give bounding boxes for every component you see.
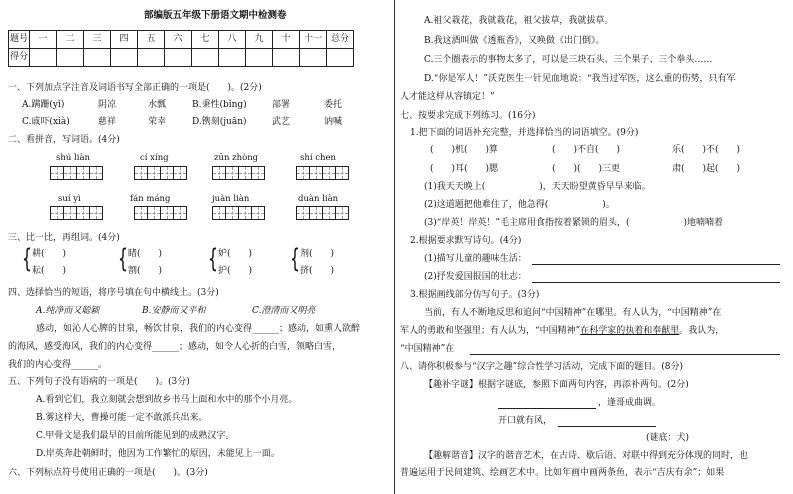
- underlined-phrase: 在科学家的执着和奉献里: [580, 326, 680, 336]
- q8-text: 普遍运用于民间建筑、绘画艺术中。比如年画中画两条鱼，表示“吉庆有余”；如果: [400, 468, 725, 478]
- score-table: [8, 30, 354, 67]
- q5-option: D.岸英奔赴朝鲜时，他因为工作繁忙的原因，未能见上一面。: [36, 449, 280, 459]
- q1-option-d: D.镌刻(juān): [192, 117, 247, 127]
- answer-line[interactable]: [532, 282, 780, 283]
- score-input-cell[interactable]: [111, 49, 138, 67]
- q7-sub1: 1.把下面的词语补充完整，并选择恰当的词语填空。(9分): [410, 128, 639, 138]
- fill-sentence: (1)我天天晚上( )，天天盼望黄昏早早来临。: [424, 182, 651, 192]
- score-table-header: [9, 31, 354, 49]
- idiom-blank[interactable]: ( )耳( )腮: [430, 164, 499, 174]
- writing-grid[interactable]: [296, 166, 348, 180]
- score-header-cell: 八: [219, 31, 246, 49]
- q4-option-b: B.安静而又平和: [142, 306, 206, 316]
- fill-sentence: (2)这道题把他难住了，他急得( )。: [424, 200, 615, 210]
- q4-option-c: C.澄清而又明亮: [252, 306, 316, 316]
- idiom-blank[interactable]: ( )不自( ): [552, 145, 621, 155]
- score-header-cell: 题号: [9, 31, 30, 49]
- writing-grid[interactable]: [50, 206, 102, 220]
- pinyin-label: shí chen: [300, 153, 336, 163]
- score-input-cell[interactable]: [300, 49, 327, 67]
- compare-char: 妒( ): [218, 249, 253, 259]
- score-header-cell: 二: [57, 31, 84, 49]
- q6-option: B.我这酒叫做《透瓶香》，又唤做《出门倒》。: [424, 36, 605, 46]
- fill-sentence: (3)“岸英！岸英！”毛主席用食指按着紧锁的眉头，( )地喃喃着: [424, 218, 723, 228]
- score-input-cell[interactable]: [273, 49, 300, 67]
- pinyin-label: fán máng: [130, 194, 171, 204]
- q6-stem: 六、下列标点符号使用正确的一项是( )。(3分): [8, 468, 208, 478]
- writing-grid[interactable]: [212, 166, 264, 180]
- q1-option-b: B.秉性(bǐng): [192, 100, 247, 110]
- q8-section: 【趣解谐音】汉字的谐音艺术，在古诗、歇后语、对联中得到充分体现的同时，也: [424, 451, 749, 461]
- score-input-cell[interactable]: [219, 49, 246, 67]
- writing-grid[interactable]: [134, 166, 186, 180]
- q6-option-cont: 人才能这样从容镇定！”: [400, 92, 495, 102]
- idiom-blank[interactable]: ( )机( )算: [430, 145, 499, 155]
- q4-option-a: A.纯净而又聪颖: [36, 306, 100, 316]
- idiom-blank[interactable]: 乐( )不( ): [672, 145, 741, 155]
- q7-sub2: 2.根据要求默写诗句。(4分): [410, 236, 522, 246]
- answer-line[interactable]: [558, 426, 656, 427]
- q1-word: 讷喊: [324, 117, 343, 127]
- score-header-cell: 十一: [300, 31, 327, 49]
- q1-word: 阴凉: [98, 100, 117, 110]
- score-input-cell[interactable]: [84, 49, 111, 67]
- score-input-cell[interactable]: [327, 49, 354, 67]
- q1-option-a: A.蹒跚(yǐ): [22, 100, 65, 110]
- imitate-text-part: 。我认为，: [679, 326, 725, 336]
- score-input-cell[interactable]: [57, 49, 84, 67]
- compare-char: 剂( ): [300, 249, 335, 259]
- pinyin-label: juàn liàn: [212, 194, 250, 204]
- compare-char: 耕( ): [32, 249, 67, 259]
- q2-stem: 二、看拼音，写词语。(4分): [8, 135, 120, 145]
- score-header-cell: 六: [165, 31, 192, 49]
- q5-option: C.甲骨文是我们最早的目前所能见到的成熟汉字。: [36, 431, 235, 441]
- q5-stem: 五、下列句子没有语病的一项是( )。(3分): [8, 377, 190, 387]
- compare-char: 护( ): [218, 266, 253, 276]
- imitate-text: 当前，有人不断地反思和追问“中国精神”在哪里。有人认为，“中国精神”在: [424, 308, 722, 318]
- writing-grid[interactable]: [134, 206, 186, 220]
- imitate-text-part: 军人的勇敢和坚强里；有人认为，“中国精神”: [400, 326, 581, 336]
- score-header-cell: 三: [84, 31, 111, 49]
- brace-icon: {: [290, 244, 300, 274]
- score-input-cell[interactable]: [165, 49, 192, 67]
- q4-passage-line: 感动，如沁人心脾的甘泉，畅饮甘泉，我们的内心变得______；感动，如熏人欲醉: [36, 324, 361, 334]
- q6-option: A.祖父栽花，我就栽花，祖父拔草，我就拔草。: [424, 16, 614, 26]
- q1-stem: 一、下列加点字注音及词语书写全部正确的一项是( )。(2分): [8, 83, 262, 93]
- page-title: 部编版五年级下册语文期中检测卷: [144, 10, 287, 21]
- q8-stem: 八、请你积极参与“汉字之趣”综合性学习活动，完成下面的题目。(8分): [400, 362, 683, 372]
- score-input-cell[interactable]: [192, 49, 219, 67]
- compare-char: 挤( ): [300, 266, 335, 276]
- q5-option: B.雾这样大，曹操可能一定不敢派兵出来。: [36, 413, 208, 423]
- imitate-text: [400, 327, 724, 336]
- poem-prompt: (2)抒发爱国报国的壮志：: [424, 272, 527, 282]
- q1-word: 部署: [272, 100, 291, 110]
- q1-word: 水瓢: [148, 100, 167, 110]
- score-header-cell: 九: [246, 31, 273, 49]
- riddle-line: 开口就有风，: [498, 416, 553, 426]
- pinyin-label: duàn liàn: [298, 194, 339, 204]
- pinyin-label: cí xíng: [140, 153, 169, 163]
- writing-grid[interactable]: [212, 206, 264, 220]
- score-table-row: [9, 49, 354, 67]
- q1-word: 慈祥: [98, 117, 117, 127]
- q1-word: 荣幸: [148, 117, 167, 127]
- riddle-line: ，逢哥成曲调。: [598, 398, 662, 408]
- q1-word: 委托: [324, 100, 343, 110]
- q4-passage-line: 我们的内心变得______。: [8, 360, 108, 370]
- score-input-cell[interactable]: [30, 49, 57, 67]
- compare-char: 睹( ): [128, 249, 163, 259]
- imitate-text: “中国精神”在: [400, 344, 455, 354]
- score-header-cell: 一: [30, 31, 57, 49]
- poem-prompt: (1)描写儿童的趣味生活：: [424, 254, 527, 264]
- pinyin-label: shú liàn: [56, 153, 90, 163]
- idiom-blank[interactable]: 肃( )起( ): [672, 164, 741, 174]
- score-input-cell[interactable]: [246, 49, 273, 67]
- brace-icon: {: [208, 244, 218, 274]
- q5-option: A.看到它们，我立刻就会想到故乡书马上面和水中的那个小月亮。: [36, 395, 298, 405]
- compare-char: 割( ): [128, 266, 163, 276]
- q8-section: 【趣补字谜】根据字谜底，参照下面两句内容，再添补两句。(2分): [424, 380, 689, 390]
- column-divider: [394, 0, 395, 494]
- score-header-cell: 十: [273, 31, 300, 49]
- q6-option: D.“你是军人！”沃克医生一针见血地说：“我当过军医，这么重的伤势，只有军: [424, 74, 736, 84]
- brace-icon: {: [118, 244, 128, 274]
- q1-option-c: C.戚吓(xià): [22, 117, 70, 127]
- score-row-label: 得分: [9, 49, 30, 67]
- score-header-cell: 四: [111, 31, 138, 49]
- q3-stem: 三、比一比，再组词。(4分): [8, 233, 120, 243]
- score-input-cell[interactable]: [138, 49, 165, 67]
- answer-line[interactable]: [532, 264, 780, 265]
- pinyin-label: suí yì: [58, 194, 81, 204]
- pinyin-label: zūn zhòng: [214, 153, 259, 163]
- brace-icon: {: [22, 244, 32, 274]
- writing-grid[interactable]: [296, 206, 348, 220]
- writing-grid[interactable]: [50, 166, 102, 180]
- q7-sub3: 3.根据画线部分仿写句子。(3分): [410, 290, 540, 300]
- q4-passage-line: 的海风，感受海风，我们的内心变得______；感动，如令人心折的白雪，领略白雪，: [8, 342, 342, 352]
- q6-option: C.三个圈表示的事物太多了，可以是三块石头、三个果子、三个拳头……: [424, 55, 713, 65]
- riddle-answer: (谜底：犬): [646, 433, 690, 443]
- q1-word: 武艺: [272, 117, 291, 127]
- q7-stem: 七、按要求完成下列练习。(16分): [400, 111, 536, 121]
- score-header-cell: 七: [192, 31, 219, 49]
- score-header-cell: 总分: [327, 31, 354, 49]
- idiom-blank[interactable]: ( )( )三更: [552, 164, 621, 174]
- answer-line[interactable]: [470, 354, 780, 355]
- answer-line[interactable]: [498, 408, 596, 409]
- q4-stem: 四、选择恰当的短语，将序号填在句中横线上。(3分): [8, 288, 219, 298]
- score-header-cell: 五: [138, 31, 165, 49]
- compare-char: 耘( ): [32, 266, 67, 276]
